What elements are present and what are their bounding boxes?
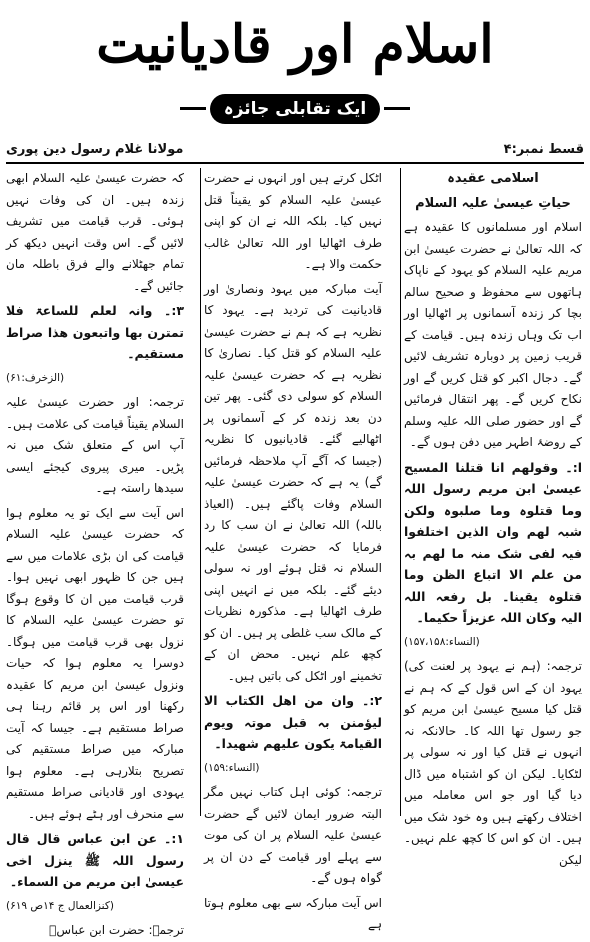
quote-reference: (النساء:۱۵۷،۱۵۸) (404, 635, 480, 648)
episode-number: قسط نمبر:۴ (503, 142, 584, 157)
author-name: مولانا غلام رسول دین پوری (6, 142, 184, 157)
paragraph: اسلام اور مسلمانوں کا عقیدہ ہے کہ اللہ تعالیٰ نے حضرت عیسیٰ ابن مریم علیہ السلام کو یہود کے ناپاک ہاتھوں سے محفوظ و صحیح سالم بچا کر زندہ آسمانوں پر اٹھالیا اور اب تک وہاں زندہ ہیں۔ قیامت کے قریب زمین پر دوبارہ تشریف لائیں گے۔ دجال اکبر کو قتل کریں گے اور نکاح کریں گے۔ پھر انتقال فرمائیں گے اور حضور صلی اللہ علیہ وسلم کے روضۂ اطہر میں دفن ہوں گے۔ (404, 220, 582, 449)
column-left (6, 168, 184, 937)
quote-text: وانہ لعلم للساعۃ فلا تمترن بھا واتبعون ھذا صراط مستقیم۔ (6, 303, 184, 361)
quote-text: وقولھم انا قتلنا المسیح عیسیٰ ابن مریم رسول اللہ وما قتلوہ وما صلبوہ ولکن شبہ لھم وان الذین اختلفوا فیہ لفی شک منہ ما لھم بہ من علم الا اتباع الظن وما قتلوہ یقینا۔ بل رفعہ اللہ الیہ وکان اللہ عزیزاً حکیما۔ (404, 459, 582, 625)
quote-number: ۱:۔ (164, 831, 184, 846)
quote-reference: (النساء:۱۵۹) (204, 761, 260, 774)
subtitle-banner: ایک تقابلی جائزہ (210, 94, 380, 124)
translation: ترجمہ: حضرت ابن عباسؓ (49, 923, 184, 937)
paragraph: اس آیت مبارکہ سے بھی معلوم ہوتا ہے (204, 895, 382, 931)
quran-quote (6, 300, 184, 365)
column-divider (400, 168, 401, 816)
section-heading: اسلامی عقیدہ (447, 171, 539, 186)
translation: ترجمہ: اور حضرت عیسیٰ علیہ السلام یقیناً قیامت کی علامت ہیں۔ آپ اس کے متعلق شک میں نہ پڑیں۔ میری پیروی کیجئے ایسی سیدھا راستہ ہے۔ (6, 395, 184, 495)
quote-number: ۳:۔ (164, 303, 184, 318)
meta-row (6, 140, 584, 160)
quote-text: وان من اھل الکتاب الا لیؤمنن بہ قبل موتہ ویوم القیامۃ یکون علیھم شھیدا۔ (204, 693, 382, 751)
header-divider (6, 162, 584, 164)
section-subheading: حیاتِ عیسیٰ علیہ السلام (415, 195, 571, 211)
page-title: اسلام اور قادیانیت (96, 14, 494, 75)
translation: ترجمہ: کوئی اہل کتاب نہیں مگر البتہ ضرور ایمان لائیں گے حضرت عیسیٰ علیہ السلام پر ان کی موت سے پہلے اور قیامت کے دن ان پر گواہ ہوں گے۔ (204, 785, 382, 885)
quran-quote (204, 690, 382, 755)
column-right (404, 168, 582, 867)
paragraph: کہ حضرت عیسیٰ علیہ السلام ابھی زندہ ہیں۔ ان کی وفات نہیں ہوئی۔ قرب قیامت میں تشریف لائیں گے۔ اس وقت انہیں دیکھ کر تمام جھٹلانے والے فرق باطلہ مان جائیں گے۔ (6, 171, 184, 293)
quote-reference: (الزخرف:۶۱) (6, 371, 65, 384)
column-middle (204, 168, 382, 931)
quote-text: عن ابن عباس قال قال رسول اللہ ﷺ ینزل اخی عیسیٰ ابن مریم من السماء۔ (6, 831, 184, 889)
column-divider (200, 168, 201, 816)
paragraph: آیت مبارکہ میں یہود ونصاریٰ اور قادیانیت کی تردید ہے۔ یہود کا نظریہ ہے کہ ہم نے حضرت عیسیٰ علیہ السلام کو قتل کیا۔ نصاریٰ کا نظریہ ہے کہ حضرت عیسیٰ علیہ السلام کو سولی دی گئی۔ پھر تین دن بعد زندہ کر کے آسمانوں پر اٹھالیے گئے۔ قادیانیوں کا نظریہ (جیسا کہ آگے آپ ملاحظہ فرمائیں گے) یہ ہے کہ حضرت عیسیٰ علیہ السلام وفات پاگئے ہیں۔ (العیاذ باللہ) اللہ تعالیٰ نے ان سب کا رد فرمایا کہ حضرت عیسیٰ علیہ السلام نہ قتل ہوئے اور نہ سولی دیئے گئے۔ بلکہ میں نے انہیں اپنی طرف اٹھالیا ہے۔ مذکورہ نظریات کے مالک سب غلطی پر ہیں۔ ان کو کچھ علم نہیں۔ محض ان کے تخمینے اور اٹکل کی باتیں ہیں۔ (204, 281, 382, 683)
paragraph: اس آیت سے ایک تو یہ معلوم ہوا کہ حضرت عیسیٰ علیہ السلام قیامت کی ان بڑی علامات میں سے ہیں جن کا ظہور ابھی نہیں ہوا۔ قرب قیامت میں ان کا وقوع ہوگا تو حضرت عیسیٰ علیہ السلام کا نزول بھی قرب قیامت میں ہوگا۔ دوسرا یہ معلوم ہوا کہ حیات ونزول عیسیٰ ابن مریم کا عقیدہ رکھنا اور اس پر قائم رہنا ہی صراط مستقیم ہے۔ جیسا کہ آیت مبارکہ میں صراط مستقیم کی تصریح بتلارہی ہے۔ معلوم ہوا یہودی اور قادیانی صراط مستقیم سے منحرف اور ہٹے ہوئے ہیں۔ (6, 505, 184, 821)
quote-number: ا:۔ (565, 459, 582, 475)
paragraph: اٹکل کرتے ہیں اور انہوں نے حضرت عیسیٰ علیہ السلام کو یقیناً قتل نہیں کیا۔ بلکہ اللہ نے ان کو اپنی طرف اٹھالیا اور اللہ تعالیٰ غالب حکمت والا ہے۔ (204, 171, 382, 271)
quote-number: ۲:۔ (362, 693, 382, 708)
quote-reference: (کنزالعمال ج ۱۴ص ۶۱۹) (6, 899, 114, 912)
quran-quote (404, 457, 582, 629)
translation: ترجمہ: (ہم نے یہود پر لعنت کی) یہود ان کے اس قول کے کہ ہم نے قتل کیا مسیح عیسیٰ ابن مریم کو جو رسول تھا اللہ کا۔ حالانکہ نہ انہوں نے قتل کیا اور نہ سولی پر لٹکایا۔ لیکن ان کو اشتباہ میں ڈال دیا گیا اور جو اس معاملہ میں اختلاف رکھتے ہیں وہ خود شک میں ہیں۔ ان کو اس کا کچھ علم نہیں۔ لیکن (404, 659, 582, 867)
hadith-quote (6, 828, 184, 893)
